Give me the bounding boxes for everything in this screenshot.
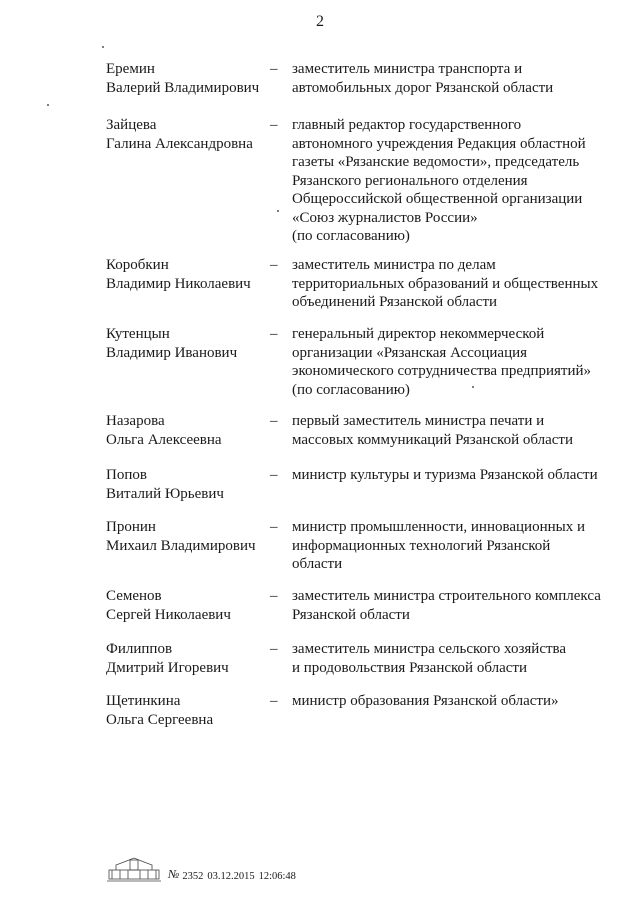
dash-separator: –: [270, 413, 278, 429]
member-name-line: Ольга Алексеевна: [106, 431, 222, 448]
member-position-line: заместитель министра строительного комплекса: [292, 588, 601, 604]
scan-speck: [277, 210, 279, 212]
dash-separator: –: [270, 326, 278, 342]
member-position-line: министр культуры и туризма Рязанской области: [292, 467, 598, 483]
member-name-line: Семенов: [106, 588, 162, 604]
member-name: [106, 325, 270, 362]
member-entry: [106, 60, 616, 97]
dash-separator: –: [270, 641, 278, 657]
member-name-line: Коробкин: [106, 257, 169, 273]
government-building-seal-icon: [106, 856, 162, 882]
member-position-line: области: [292, 556, 343, 572]
member-position-line: заместитель министра транспорта и: [292, 61, 523, 77]
member-name-line: Филиппов: [106, 641, 173, 657]
member-position: [292, 325, 616, 399]
member-position: [292, 116, 616, 246]
member-position: [292, 518, 616, 574]
member-name-line: Зайцева: [106, 117, 157, 133]
member-entry: [106, 256, 616, 312]
member-name-line: Валерий Владимирович: [106, 79, 260, 96]
member-position: [292, 466, 616, 485]
member-name-line: Пронин: [106, 519, 156, 535]
member-name-line: Назарова: [106, 413, 165, 429]
member-name: [106, 640, 270, 677]
member-position-line: автономного учреждения Редакция областной: [292, 135, 586, 152]
scan-speck: [47, 104, 49, 106]
member-position-line: заместитель министра по делам: [292, 257, 496, 273]
document-date: 03.12.2015: [207, 871, 255, 882]
member-entry: [106, 466, 616, 503]
member-entry: [106, 640, 616, 677]
member-position-line: министр промышленности, инновационных и: [292, 519, 585, 535]
member-position: [292, 256, 616, 312]
member-entry: [106, 412, 616, 449]
member-position-line: экономического сотрудничества предприятий»: [292, 363, 592, 379]
member-name-line: Галина Александровна: [106, 135, 253, 152]
member-position-line: министр образования Рязанской области»: [292, 693, 559, 709]
member-name-line: Щетинкина: [106, 693, 181, 709]
member-name-line: Попов: [106, 467, 147, 483]
dash-separator: –: [270, 61, 278, 77]
member-name-line: Виталий Юрьевич: [106, 485, 224, 502]
member-position-line: заместитель министра сельского хозяйства: [292, 641, 567, 657]
member-position-line: «Союз журналистов России»: [292, 209, 478, 226]
member-position-line: Рязанской области: [292, 606, 410, 623]
member-position-line: Рязанского регионального отделения: [292, 172, 528, 189]
member-position-line: массовых коммуникаций Рязанской области: [292, 431, 573, 448]
member-name-line: Сергей Николаевич: [106, 606, 231, 623]
member-name: [106, 466, 270, 503]
member-position: [292, 692, 616, 711]
member-name-line: Кутенцын: [106, 326, 170, 342]
member-position-line: автомобильных дорог Рязанской области: [292, 79, 554, 96]
member-position-line: (по согласованию): [292, 381, 410, 398]
member-position-line: (по согласованию): [292, 228, 410, 244]
scan-speck: [472, 386, 474, 388]
member-entry: [106, 692, 616, 729]
member-position-line: территориальных образований и общественных: [292, 275, 599, 292]
member-position-line: и продовольствия Рязанской области: [292, 659, 527, 676]
number-sign: №: [168, 867, 180, 881]
member-entry: [106, 587, 616, 624]
member-name-line: Дмитрий Игоревич: [106, 659, 229, 676]
member-name: [106, 256, 270, 293]
scan-speck: [102, 46, 104, 48]
member-position: [292, 587, 616, 624]
document-number: 2352: [182, 871, 204, 882]
member-position-line: Общероссийской общественной организации: [292, 191, 583, 207]
document-time: 12:06:48: [258, 871, 296, 882]
dash-separator: –: [270, 117, 278, 133]
dash-separator: –: [270, 467, 278, 483]
member-name-line: Владимир Николаевич: [106, 275, 251, 292]
page-number: 2: [316, 13, 324, 30]
member-entry: [106, 518, 616, 574]
member-name: [106, 587, 270, 624]
member-position-line: информационных технологий Рязанской: [292, 537, 551, 554]
member-position: [292, 60, 616, 97]
member-name-line: Ольга Сергеевна: [106, 711, 214, 728]
member-name-line: Михаил Владимирович: [106, 537, 256, 554]
member-name-line: Владимир Иванович: [106, 344, 238, 361]
member-position: [292, 412, 616, 449]
member-name: [106, 518, 270, 555]
dash-separator: –: [270, 588, 278, 604]
dash-separator: –: [270, 519, 278, 535]
member-name: [106, 412, 270, 449]
member-position-line: газеты «Рязанские ведомости», председатель: [292, 154, 580, 170]
dash-separator: –: [270, 693, 278, 709]
member-position: [292, 640, 616, 677]
member-name: [106, 692, 270, 729]
member-position-line: объединений Рязанской области: [292, 294, 498, 310]
dash-separator: –: [270, 257, 278, 273]
member-name: [106, 116, 270, 153]
member-position-line: главный редактор государственного: [292, 117, 522, 133]
member-entry: [106, 116, 616, 246]
member-name-line: Еремин: [106, 61, 155, 77]
member-position-line: первый заместитель министра печати и: [292, 413, 545, 429]
member-position-line: генеральный директор некоммерческой: [292, 326, 545, 342]
member-name: [106, 60, 270, 97]
member-entry: [106, 325, 616, 399]
member-position-line: организации «Рязанская Ассоциация: [292, 344, 528, 361]
document-footer: [106, 856, 296, 882]
